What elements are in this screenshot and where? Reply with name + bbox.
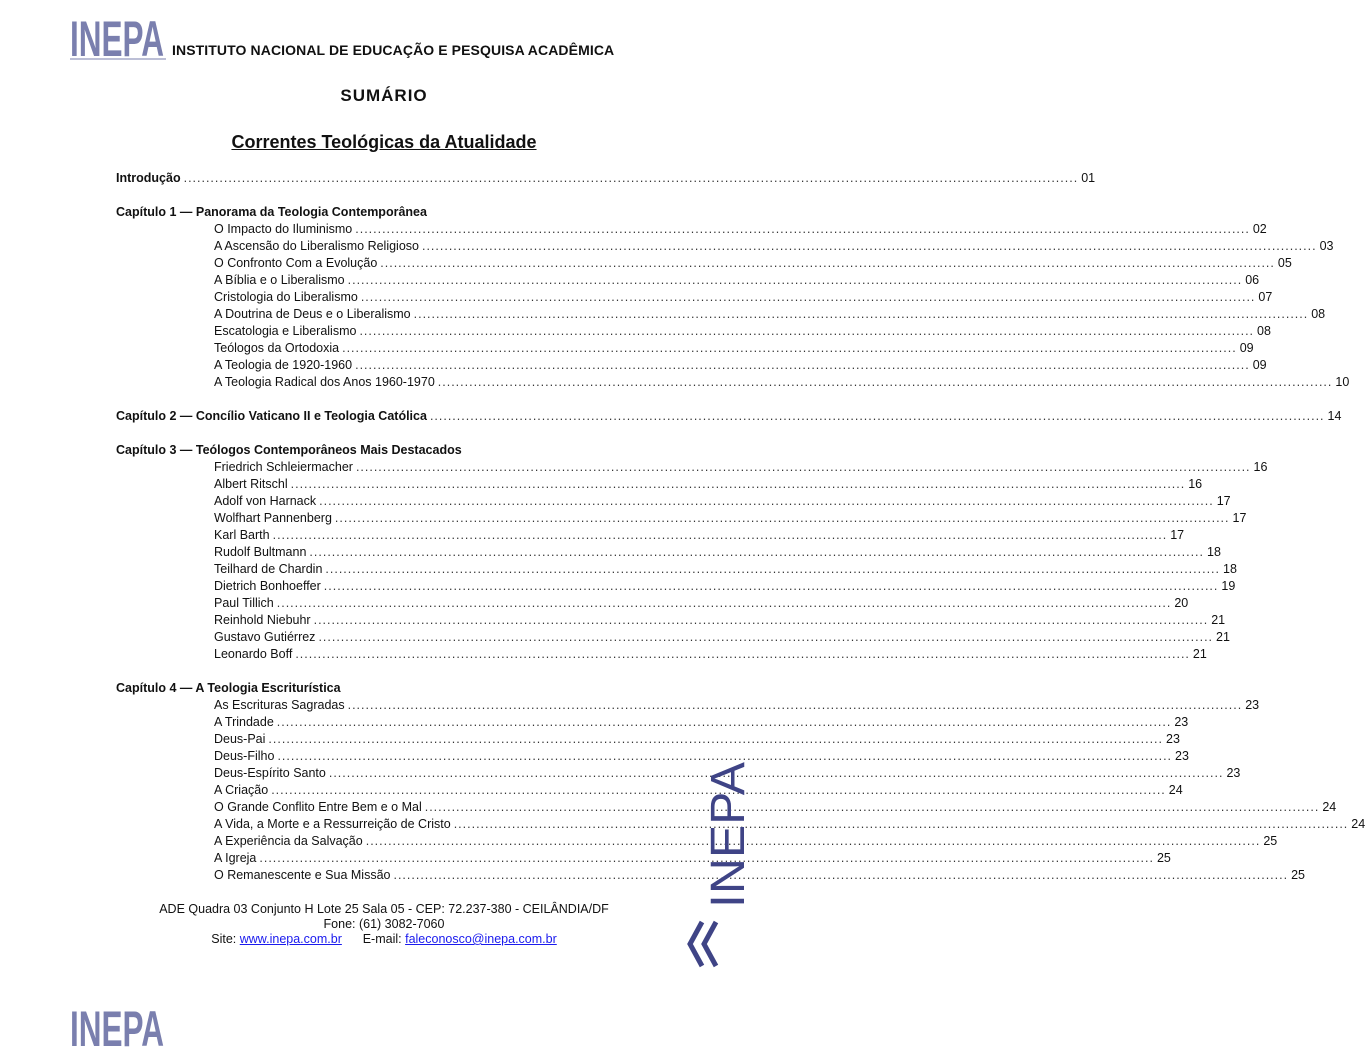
svg-text:INEPA: INEPA (70, 11, 164, 67)
toc-intro: Introdução ..... 01 (116, 170, 648, 187)
toc-entry: Rudolf Bultmann ..... 18 (214, 544, 648, 561)
toc-entry: A Teologia de 1920-1960 ..... 09 (214, 357, 648, 374)
toc-entry: Leonardo Boff ..... 21 (214, 646, 648, 663)
chapter-1-items (116, 221, 1350, 391)
footer (0, 902, 768, 947)
toc-entry: Friedrich Schleiermacher ..... 16 (214, 459, 648, 476)
toc-entry: A Ascensão do Liberalismo Religioso ..... 03 (214, 238, 648, 255)
toc-entry: O Confronto Com a Evolução ..... 05 (214, 255, 648, 272)
inepa-logo-bottom (70, 1000, 166, 1050)
summary-heading: SUMÁRIO (340, 86, 428, 105)
footer-address: ADE Quadra 03 Conjunto H Lote 25 Sala 05 - CEP: 72.237-380 - CEILÂNDIA/DF (159, 902, 609, 916)
toc-entry: Teólogos da Ortodoxia ..... 09 (214, 340, 648, 357)
toc-entry: Dietrich Bonhoeffer ..... 19 (214, 578, 648, 595)
toc-entry: A Experiência da Salvação ..... 25 (214, 833, 648, 850)
chapter-3-items (116, 459, 1268, 663)
email-link[interactable]: faleconosco@inepa.com.br (405, 932, 557, 946)
toc-entry: Paul Tillich ..... 20 (214, 595, 648, 612)
toc-entry: Cristologia do Liberalismo ..... 07 (214, 289, 648, 306)
toc-entry: A Teologia Radical dos Anos 1960-1970 ..... 10 (214, 374, 648, 391)
toc-entry: Escatologia e Liberalismo ..... 08 (214, 323, 648, 340)
toc-entry: Reinhold Niebuhr ..... 21 (214, 612, 648, 629)
toc-entry: Karl Barth ..... 17 (214, 527, 648, 544)
toc-entry: Adolf von Harnack ..... 17 (214, 493, 648, 510)
institute-name: INSTITUTO NACIONAL DE EDUCAÇÃO E PESQUISA ACADÊMICA (172, 42, 615, 58)
toc-entry: Gustavo Gutiérrez ..... 21 (214, 629, 648, 646)
toc-entry: Teilhard de Chardin ..... 18 (214, 561, 648, 578)
toc-entry: A Doutrina de Deus e o Liberalismo ..... 08 (214, 306, 648, 323)
document-title: Correntes Teológicas da Atualidade (231, 132, 537, 152)
svg-text:INEPA: INEPA (70, 1001, 164, 1050)
toc-entry: Deus-Pai ..... 23 (214, 731, 648, 748)
site-link[interactable]: www.inepa.com.br (239, 932, 342, 946)
toc-entry: Albert Ritschl ..... 16 (214, 476, 648, 493)
toc-entry: O Impacto do Iluminismo ..... 02 (214, 221, 648, 238)
toc-entry: Wolfhart Pannenberg ..... 17 (214, 510, 648, 527)
chapter-2-title: Capítulo 2 — Concílio Vaticano II e Teologia Católica ..... 14 (116, 408, 648, 425)
toc-entry: As Escrituras Sagradas ..... 23 (214, 697, 648, 714)
toc-entry: A Bíblia e o Liberalismo ..... 06 (214, 272, 648, 289)
double-chevron-icon (686, 918, 720, 970)
toc-entry: Deus-Espírito Santo ..... 23 (214, 765, 648, 782)
toc-entry: A Igreja ..... 25 (214, 850, 648, 867)
chapter-1-title: Capítulo 1 — Panorama da Teologia Contemporânea (116, 205, 427, 219)
svg-text:INEPA: INEPA (702, 767, 755, 908)
toc-entry: O Remanescente e Sua Missão ..... 25 (214, 867, 648, 884)
toc-entry: A Vida, a Morte e a Ressurreição de Cristo ..... 24 (214, 816, 648, 833)
side-brand-logo (688, 760, 758, 910)
inepa-logo (70, 10, 166, 67)
toc-entry: A Criação ..... 24 (214, 782, 648, 799)
toc-entry: A Trindade ..... 23 (214, 714, 648, 731)
toc-entry: O Grande Conflito Entre Bem e o Mal ..... 24 (214, 799, 648, 816)
toc-entry: Deus-Filho ..... 23 (214, 748, 648, 765)
chapter-3-title: Capítulo 3 — Teólogos Contemporâneos Mais Destacados (116, 443, 462, 457)
chapter-4-title: Capítulo 4 — A Teologia Escriturística (116, 681, 341, 695)
footer-phone: Fone: (61) 3082-7060 (323, 917, 445, 931)
footer-contacts: Site: www.inepa.com.br E-mail: faleconosco@inepa.com.br (211, 932, 557, 946)
